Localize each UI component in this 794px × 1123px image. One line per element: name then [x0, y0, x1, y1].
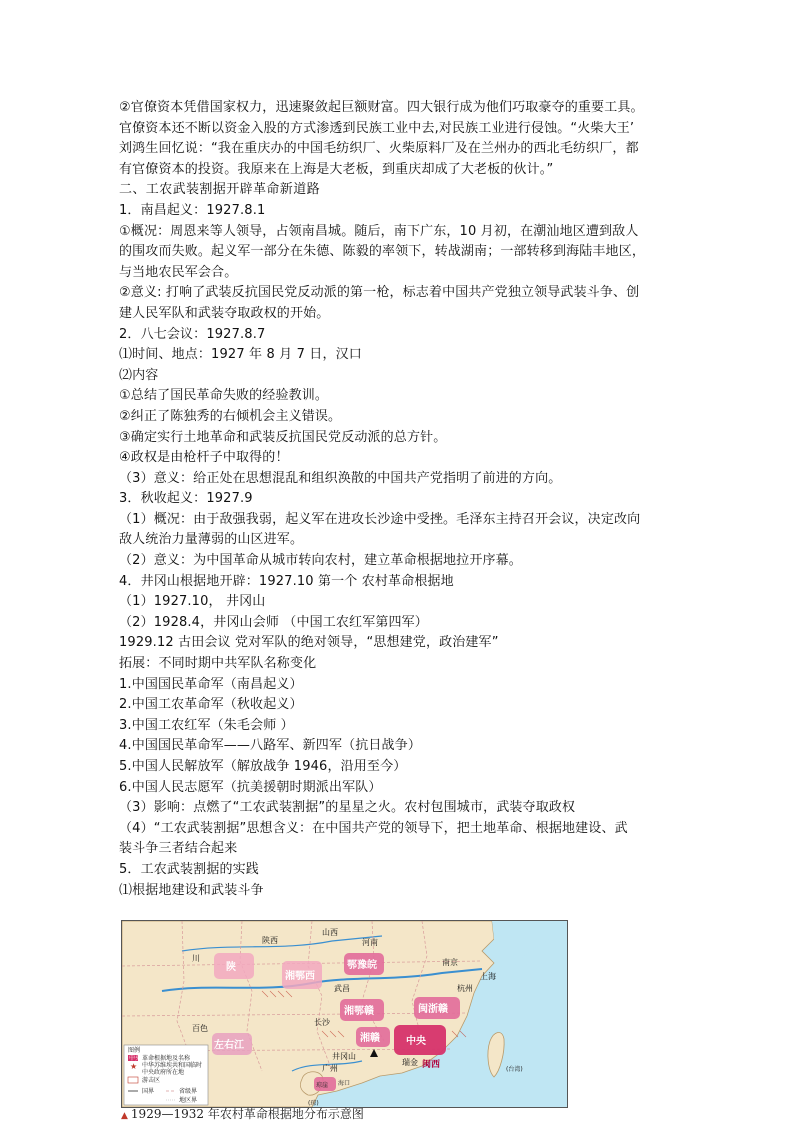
text-line: ①概况：周恩来等人领导，占领南昌城。随后，南下广东，10 月初，在潮汕地区遭到敌人 [119, 223, 639, 239]
map-label-baise: 百色 [192, 1024, 208, 1033]
map-label-min-xi: 闽西 [422, 1060, 441, 1070]
map-label-e-yu-wan: 鄂豫皖 [347, 960, 377, 971]
text-line: ②官僚资本凭借国家权力，迅速聚敛起巨额财富。四大银行成为他们巧取豪夺的重要工具。 [119, 100, 644, 115]
text-line: 5．工农武装割据的实践 [119, 861, 259, 877]
map-label-xiang-e-xi: 湘鄂西 [285, 971, 315, 982]
map-label-hangzhou: 杭州 [457, 984, 473, 993]
text-line: 二、工农武装割据开辟革命新道路 [119, 182, 321, 198]
text-line: 2．八七会议：1927.8.7 [119, 326, 266, 342]
text-line: 2.中国工农革命军（秋收起义） [119, 697, 303, 713]
text-line: ②意义: 打响了武装反抗国民党反动派的第一枪，标志着中国共产党独立领导武装斗争、创 [119, 285, 640, 301]
map-svg [122, 921, 567, 1107]
caption-triangle-icon: ▲ [121, 1111, 128, 1121]
text-line: 3．秋收起义：1927.9 [119, 491, 253, 507]
legend-item-gov-2: 中央政府所在地 [142, 1069, 185, 1076]
text-line: 5.中国人民解放军（解放战争 1946，沿用至今） [119, 759, 407, 774]
legend-item-national: 国界 [142, 1088, 155, 1095]
text-line: ①总结了国民革命失败的经验教训。 [119, 388, 329, 404]
text-line: 4.中国国民革命军——八路军、新四军（抗日战争） [119, 738, 422, 754]
map-caption [121, 1106, 566, 1123]
map-label-changsha: 长沙 [314, 1018, 330, 1027]
legend-item-gov-1: 中华苏维埃共和国临时 [142, 1062, 203, 1069]
base-areas-map [121, 920, 568, 1108]
map-label-shaan: 陕 [226, 962, 236, 973]
text-line: （1）概况：由于敌强我弱，起义军在进攻长沙途中受挫。毛泽东主持召开会议，决定改向 [119, 511, 641, 527]
text-line: 与当地农民军会合。 [119, 264, 238, 280]
map-label-shaanxi: 陕西 [262, 936, 278, 945]
text-line: 1929.12 古田会议 党对军队的绝对领导，“思想建党，政治建军” [119, 635, 499, 651]
text-line: 建人民军队和武装夺取政权的开始。 [119, 305, 330, 321]
text-line: ③确定实行土地革命和武装反抗国民党反动派的总方针。 [119, 429, 447, 445]
map-label-xiang-gan: 湘赣 [360, 1033, 380, 1044]
text-line: 1．南昌起义：1927.8.1 [119, 202, 266, 218]
text-line: 装斗争三者结合起来 [119, 841, 238, 857]
text-line: 6.中国人民志愿军（抗美援朝时期派出军队） [119, 779, 382, 795]
map-label-haikou: 海口 [338, 1080, 351, 1087]
text-line: 的围攻而失败。起义军一部分在朱德、陈毅的率领下，转战湖南；一部转移到海陆丰地区， [119, 244, 646, 260]
text-line: （2）1928.4，井冈山会师 （中国工农红军第四军） [119, 614, 428, 630]
text-line: ⑴根据地建设和武装斗争 [119, 882, 264, 898]
text-line: ⑵内容 [119, 367, 159, 383]
text-line: 1.中国国民革命军（南昌起义） [119, 676, 303, 692]
map-caption-text: 1929—1932 年农村革命根据地分布示意图 [130, 1107, 364, 1121]
document-body [119, 98, 687, 901]
text-line: ④政权是由枪杆子中取得的！ [119, 450, 289, 466]
text-line: （3）影响：点燃了“工农武装割据”的星星之火。农村包围城市，武装夺取政权 [119, 800, 576, 816]
map-label-henan: 河南 [362, 938, 378, 947]
legend-mark: 中央 [129, 1055, 142, 1062]
map-label-shanxi: 山西 [322, 928, 338, 937]
map-label-xiang-e-gan: 湘鄂赣 [344, 1006, 374, 1017]
text-line: 拓展：不同时期中共军队名称变化 [119, 656, 317, 672]
map-label-min-zhe-gan: 闽浙赣 [418, 1004, 448, 1015]
text-line: 有官僚资本的投资。我原来在上海是大老板，到重庆却成了大老板的伙计。” [119, 161, 554, 177]
legend-item-province: 省级界 [179, 1088, 198, 1095]
map-label-nanhai: (琼) [308, 1100, 319, 1107]
map-legend [124, 1045, 208, 1105]
map-label-wuchang: 武昌 [334, 984, 350, 993]
map-label-qiong-ya: 琼崖 [316, 1082, 329, 1089]
text-line: 3.中国工农红军（朱毛会师 ） [119, 717, 294, 733]
map-label-taiwan: (台湾) [506, 1066, 523, 1073]
text-line: 敌人统治力量薄弱的山区进军。 [119, 532, 304, 548]
legend-item-region: 地区界 [179, 1097, 198, 1104]
map-label-jinggangshan: 井冈山 [332, 1052, 356, 1061]
text-line: ⑴时间、地点：1927 年 8 月 7 日，汉口 [119, 347, 362, 363]
map-label-zuo-you-jiang: 左右江 [214, 1040, 244, 1051]
map-label-shanghai: 上海 [480, 972, 496, 981]
text-line: （1）1927.10， 井冈山 [119, 594, 266, 610]
map-label-ruijin: 瑞金 [402, 1058, 418, 1067]
legend-item-base: 革命根据地及名称 [142, 1055, 191, 1062]
text-line: （3）意义：给正处在思想混乱和组织涣散的中国共产党指明了前进的方向。 [119, 470, 562, 486]
text-line: （2）意义：为中国革命从城市转向农村，建立革命根据地拉开序幕。 [119, 553, 522, 569]
map-label-sichuan: 川 [192, 954, 200, 963]
map-label-guangzhou: 广州 [322, 1064, 338, 1073]
text-line: 官僚资本还不断以资金入股的方式渗透到民族工业中去,对民族工业进行侵蚀。“火柴大王’ [119, 120, 635, 136]
text-line: 4．井冈山根据地开辟：1927.10 第一个 农村革命根据地 [119, 573, 454, 589]
map-label-central: 中央 [406, 1036, 426, 1047]
text-line: ②纠正了陈独秀的右倾机会主义错误。 [119, 408, 342, 424]
star-icon: ★ [130, 1062, 138, 1071]
text-line: （4）“工农武装割据”思想含义：在中国共产党的领导下，把土地革命、根据地建设、武 [119, 820, 628, 836]
text-line: 刘鸿生回忆说：“我在重庆办的中国毛纺织厂、火柴原料厂及在兰州办的西北毛纺织厂，都 [119, 141, 639, 157]
legend-title: 图例 [128, 1047, 141, 1054]
legend-item-guerrilla: 游击区 [142, 1077, 161, 1084]
map-label-nanjing: 南京 [442, 958, 458, 967]
